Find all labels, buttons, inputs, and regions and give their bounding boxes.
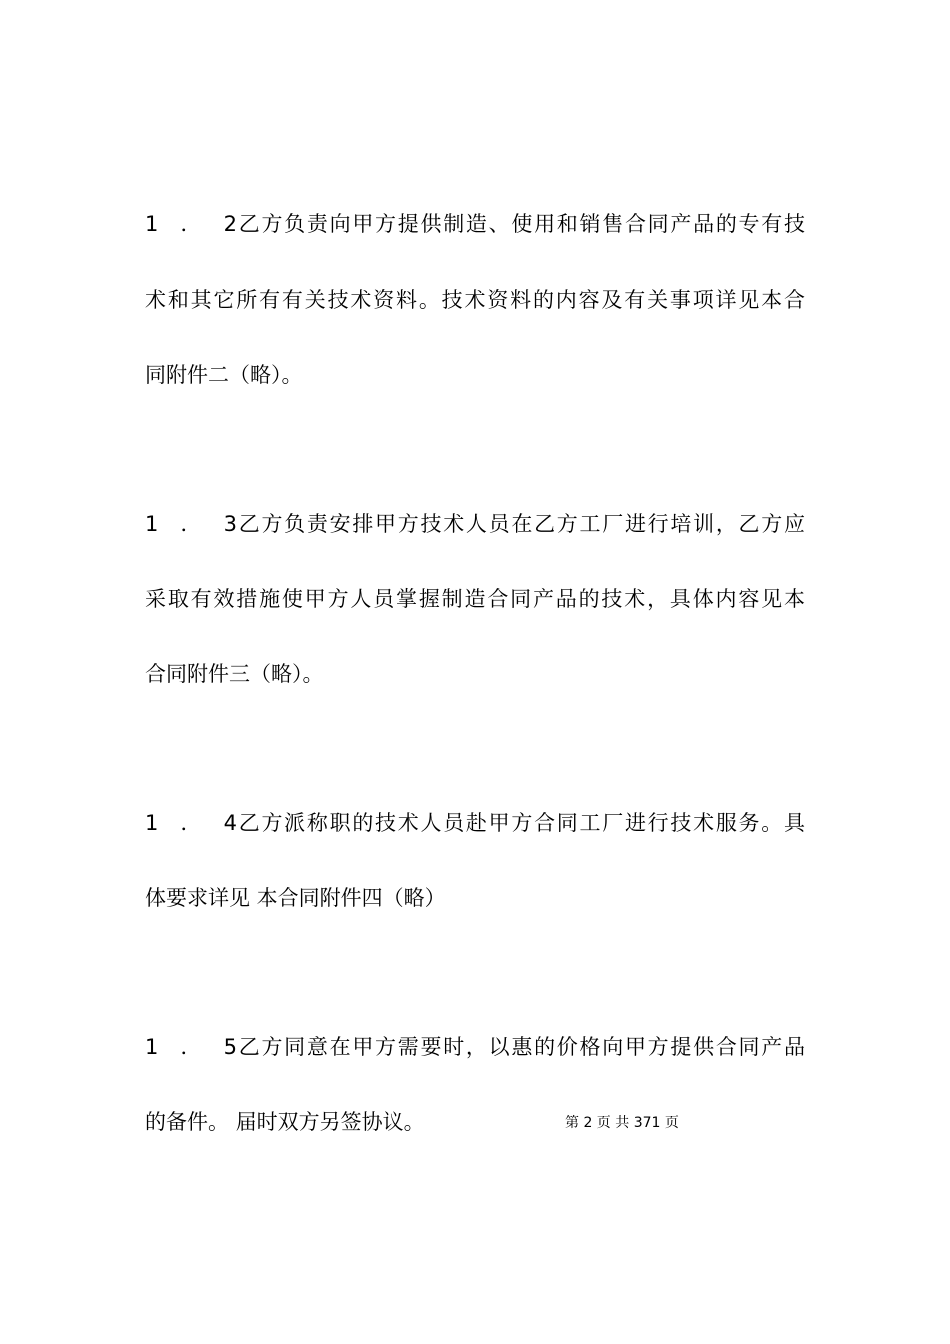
- clause-1-2-line-3: 同附件二（略）。: [145, 363, 303, 387]
- page-number-label: 第 2 页 共 371 页: [565, 1115, 679, 1131]
- clause-text: 乙方负责向甲方提供制造、使用和销售合同产品的专有技: [237, 212, 805, 236]
- clause-text: 乙方负责安排甲方技术人员在乙方工厂进行培训，乙方应: [237, 512, 805, 536]
- clause-text: 乙方派称职的技术人员赴甲方合同工厂进行技术服务。具: [237, 811, 805, 835]
- clause-1-3-line-2: 采取有效措施使甲方人员掌握制造合同产品的技术，具体内容见本: [145, 587, 805, 611]
- clause-1-5-line-2: 的备件。 届时双方另签协议。: [145, 1110, 425, 1134]
- clause-1-4-line-2: 体要求详见 本合同附件四（略）: [145, 886, 446, 910]
- clause-number: 1．3: [145, 512, 237, 536]
- clause-1-3-line-1: [145, 511, 805, 537]
- clause-1-3-line-3: 合同附件三（略）。: [145, 662, 324, 686]
- clause-1-5-line-1: [145, 1034, 805, 1060]
- clause-text: 乙方同意在甲方需要时，以惠的价格向甲方提供合同产品: [237, 1035, 805, 1059]
- clause-1-2-line-2: 术和其它所有有关技术资料。技术资料的内容及有关事项详见本合: [145, 288, 805, 312]
- clause-1-2-line-1: [145, 211, 805, 237]
- clause-1-4-line-1: [145, 810, 805, 836]
- clause-number: 1．5: [145, 1035, 237, 1059]
- clause-number: 1．2: [145, 212, 237, 236]
- clause-number: 1．4: [145, 811, 237, 835]
